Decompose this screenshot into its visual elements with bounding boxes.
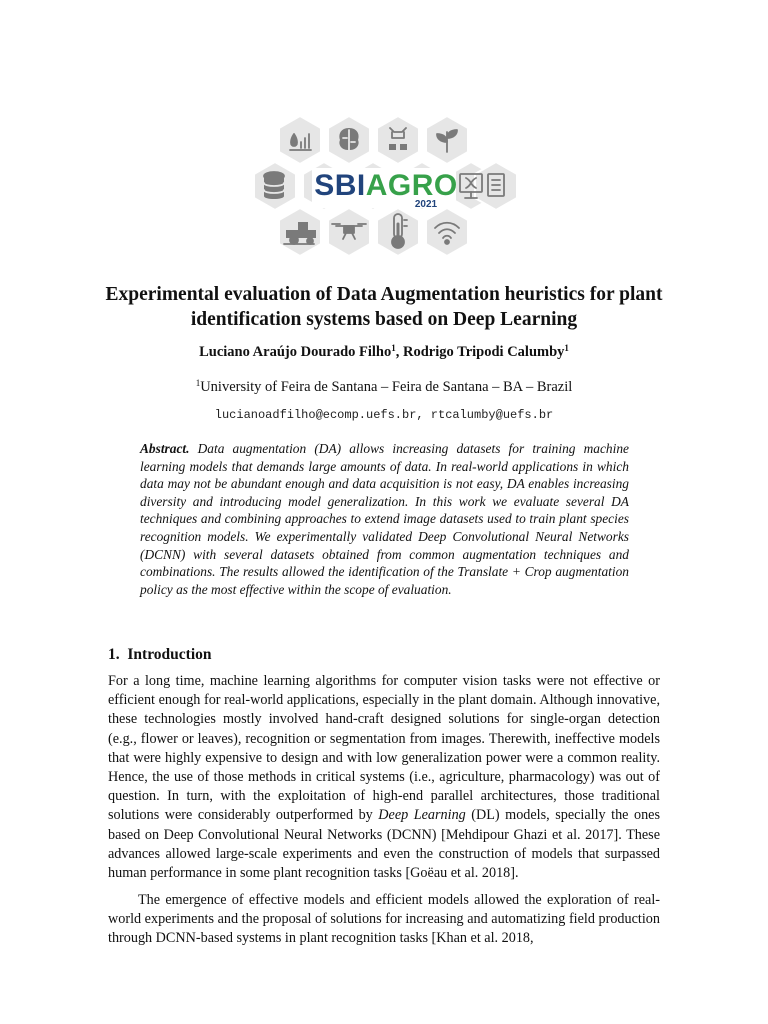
hex-tile bbox=[426, 208, 468, 256]
affiliation-mark: 1 bbox=[195, 378, 201, 388]
intro-paragraph-1 bbox=[108, 672, 660, 883]
paper-title: Experimental evaluation of Data Augmentation heuristics for plant identification systems based on Deep Learning bbox=[105, 284, 663, 330]
paragraph-text: For a long time, machine learning algorithms for computer vision tasks were not effective or efficient enough for real-world applications, especially in the plant domain. Although innovative, these technologies mostly involved hand-craft designed solutions for single-organ detection (e.g., flower or leaves), recognition or segmentation from images. Therewith, ineffective models that were highly expensive to design and with low generalization power were a common reality. Hence, the use of those methods in critical systems (i.e., agriculture, pharmacology) was out of question. In turn, with the exploitation of high-end parallel architectures, those traditional solutions were considerably outperformed by bbox=[108, 673, 660, 824]
hex-tile bbox=[279, 116, 321, 164]
hex-tile bbox=[377, 116, 419, 164]
abstract-text: Data augmentation (DA) allows increasing datasets for training machine learning models that demands large amounts of data. In real-world applications in which data may not be abundant enough and data acquisition is not easy, DA enables increasing diversity and introducing model generalization. In this work we evaluate several DA techniques and combining approaches to extend image datasets used to train plant species recognition models. We experimentally validated Deep Convolutional Neural Networks (DCNN) with several datasets obtained from common augmentation techniques and combinations. The results allowed the identification of the Translate + Crop augmentation policy as the most effective within the scope of evaluation. bbox=[140, 441, 629, 597]
brand-name bbox=[306, 170, 466, 202]
affiliation-text: University of Feira de Santana – Feira de Santana – BA – Brazil bbox=[200, 379, 573, 395]
affiliation bbox=[60, 378, 708, 396]
author-name: Rodrigo Tripodi Calumby bbox=[402, 344, 565, 360]
emphasized-term: Deep Learning bbox=[378, 807, 466, 824]
author-name: Luciano Araújo Dourado Filho bbox=[199, 344, 392, 360]
intro-paragraph-2 bbox=[108, 891, 660, 949]
section-heading bbox=[108, 645, 212, 664]
author-affiliation-mark: 1 bbox=[564, 343, 569, 353]
brand-name-part2: AGRO bbox=[365, 169, 458, 202]
author-list bbox=[60, 343, 708, 361]
brand-year: 2021 bbox=[414, 199, 438, 210]
section-title: Introduction bbox=[127, 646, 212, 663]
paragraph-text: The emergence of effective models and efficient models allowed the exploration of real-world experiments and the proposal of solutions for increasing and automatizing field production through DCNN-based systems in plant recognition tasks [Khan et al. 2018, bbox=[108, 892, 660, 947]
abstract bbox=[140, 440, 629, 598]
paragraph-text: (DL) models, specially the ones based on Deep Convolutional Neural Networks (DCNN) [Mehdipour Ghazi et al. 2017]. These advances allowed large-scale experiments and even the construction of models that surpassed human performance in some plant recognition tasks [Goëau et al. 2018]. bbox=[108, 807, 660, 882]
brain-chip-icon bbox=[339, 128, 358, 150]
brand-wordmark bbox=[306, 170, 466, 210]
author-affiliation-mark: 1 bbox=[391, 343, 396, 353]
author-emails: lucianoadfilho@ecomp.uefs.br, rtcalumby@uefs.br bbox=[214, 408, 554, 422]
brand-name-part1: SBI bbox=[314, 169, 366, 202]
database-icon bbox=[264, 172, 284, 199]
author-separator: , bbox=[395, 344, 403, 360]
section-number: 1. bbox=[108, 646, 120, 663]
abstract-label: Abstract. bbox=[140, 441, 190, 456]
